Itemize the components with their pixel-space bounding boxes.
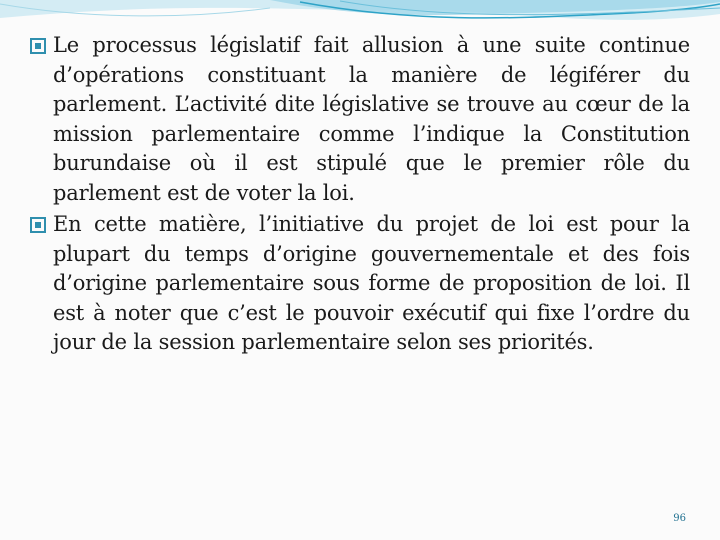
box-bullet-icon: [28, 36, 49, 57]
bullet-paragraph-1: [28, 31, 690, 208]
page-number: 96: [673, 513, 686, 524]
bullet-paragraph-2: [28, 210, 690, 358]
paragraph-2-text: En cette matière, l’initiative du projet de loi est pour la plupart du temps d’origine gouvernementale et des fois d’origine parlementaire sous forme de proposition de loi. Il est à noter que c’est le pouvoir exécutif qui fixe l’ordre du jour de la session parlementaire selon ses priorités.: [53, 212, 690, 354]
paragraph-1-text: Le processus législatif fait allusion à une suite continue d’opérations constituant la manière de légiférer du parlement. L’activité dite législative se trouve au cœur de la mission parlementaire comme l’indique la Constitution burundaise où il est stipulé que le premier rôle du parlement est de voter la loi.: [53, 33, 690, 205]
slide-content: [28, 31, 690, 360]
box-bullet-icon: [28, 215, 49, 236]
